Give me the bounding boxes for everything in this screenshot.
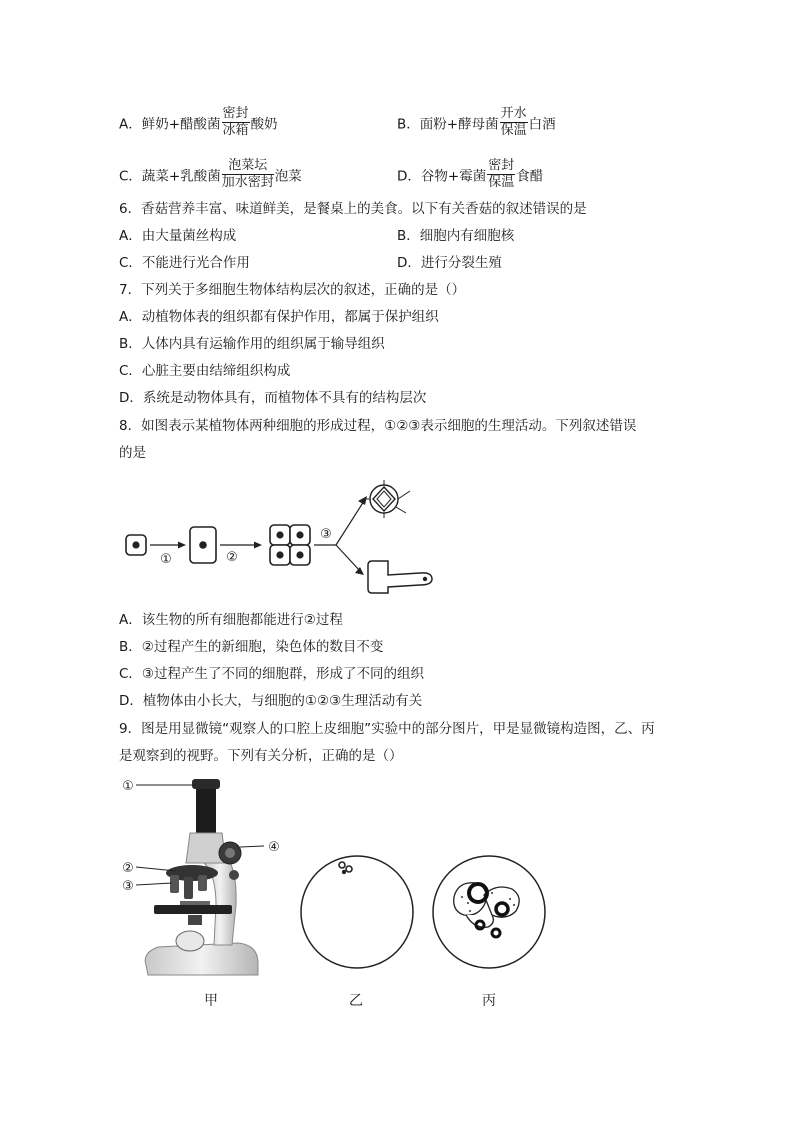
q5-a-text: A．鲜奶+醋酸菌 (119, 116, 221, 133)
view-circle (301, 856, 413, 968)
leader-3 (136, 883, 172, 885)
q5-b-text: B．面粉+酵母菌 (397, 116, 499, 133)
caption-jia: 甲 (204, 993, 218, 1009)
cell-nucleus (199, 541, 207, 549)
q8-stem-line2: 的是 (119, 445, 146, 461)
q5-c-text: C．蔬菜+乳酸菌 (119, 168, 221, 185)
q5-a-condition: 密封 冰箱 (222, 106, 249, 138)
q8-option-a: A．该生物的所有细胞都能进行②过程 (119, 612, 343, 628)
arrow-1-head (178, 542, 186, 549)
cell-formation-diagram (120, 475, 440, 600)
divided-cells (270, 525, 310, 565)
q7-option-c: C．心脏主要由结缔组织构成 (119, 363, 291, 379)
q8-option-c: C．③过程产生了不同的细胞群，形成了不同的组织 (119, 666, 425, 682)
objective-lens (170, 875, 179, 893)
caption-yi: 乙 (349, 993, 363, 1009)
stage (154, 905, 232, 914)
q5-d-text: D．谷物+霉菌 (397, 168, 487, 185)
q5-b-condition: 开水 保温 (500, 106, 527, 138)
q7-option-b: B．人体内具有运输作用的组织属于输导组织 (119, 336, 385, 352)
q5-c-product: 泡菜 (274, 168, 302, 185)
q6-option-a: A．由大量菌丝构成 (119, 228, 237, 244)
eyepiece (196, 783, 216, 835)
q5-option-c (119, 160, 302, 193)
mirror (176, 931, 204, 951)
q5-a-product: 酸奶 (250, 116, 278, 133)
q8-stem-line1: 8．如图表示某植物体两种细胞的形成过程，①②③表示细胞的生理活动。下列叙述错误 (119, 418, 637, 434)
q8-option-d: D．植物体由小长大，与细胞的①②③生理活动有关 (119, 693, 423, 709)
q6-option-b: B．细胞内有细胞核 (397, 228, 515, 244)
cell-nucleus (132, 541, 139, 548)
process-label-2: ② (226, 550, 238, 565)
q6-stem: 6．香菇营养丰富、味道鲜美，是餐桌上的美食。以下有关香菇的叙述错误的是 (119, 201, 587, 217)
q9-stem-line1: 9．图是用显微镜“观察人的口腔上皮细胞”实验中的部分图片，甲是显微镜构造图，乙、丙 (119, 721, 655, 737)
label-2: ② (122, 861, 134, 876)
caption-bing: 丙 (482, 993, 496, 1009)
fine-focus-knob (229, 870, 239, 880)
field-of-view-bing (430, 853, 548, 971)
q5-option-a (119, 108, 278, 141)
field-of-view-yi (298, 853, 416, 971)
label-4: ④ (268, 840, 280, 855)
q6-option-c: C．不能进行光合作用 (119, 255, 250, 271)
q8-option-b: B．②过程产生的新细胞，染色体的数目不变 (119, 639, 384, 655)
branch-up (336, 501, 364, 545)
arrow-2-head (254, 542, 262, 549)
microscope-figure (118, 775, 288, 990)
q5-c-condition: 泡菜坛 加水密封 (221, 158, 274, 190)
view-circle (433, 856, 545, 968)
q7-stem: 7．下列关于多细胞生物体结构层次的叙述，正确的是（） (119, 282, 466, 298)
q5-d-product: 食醋 (516, 168, 544, 185)
q6-option-d: D．进行分裂生殖 (397, 255, 502, 271)
q5-option-d (397, 160, 543, 193)
label-3: ③ (122, 879, 134, 894)
q7-option-d: D．系统是动物体具有，而植物体不具有的结构层次 (119, 390, 427, 406)
root-hair-cell-drawing (368, 561, 432, 593)
process-label-1: ① (160, 552, 172, 567)
process-label-3: ③ (320, 527, 332, 542)
epidermal-cell-drawing (365, 480, 410, 518)
label-1: ① (122, 779, 134, 794)
base (145, 943, 258, 975)
branch-down (336, 545, 360, 571)
branch-down-head (355, 567, 364, 575)
q9-stem-line2: 是观察到的视野。下列有关分析，正确的是（） (119, 748, 403, 764)
leader-4 (240, 846, 264, 847)
q5-d-condition: 密封 保温 (488, 158, 515, 190)
q7-option-a: A．动植物体表的组织都有保护作用，都属于保护组织 (119, 309, 439, 325)
q5-b-product: 白酒 (528, 116, 556, 133)
q5-option-b (397, 108, 556, 141)
